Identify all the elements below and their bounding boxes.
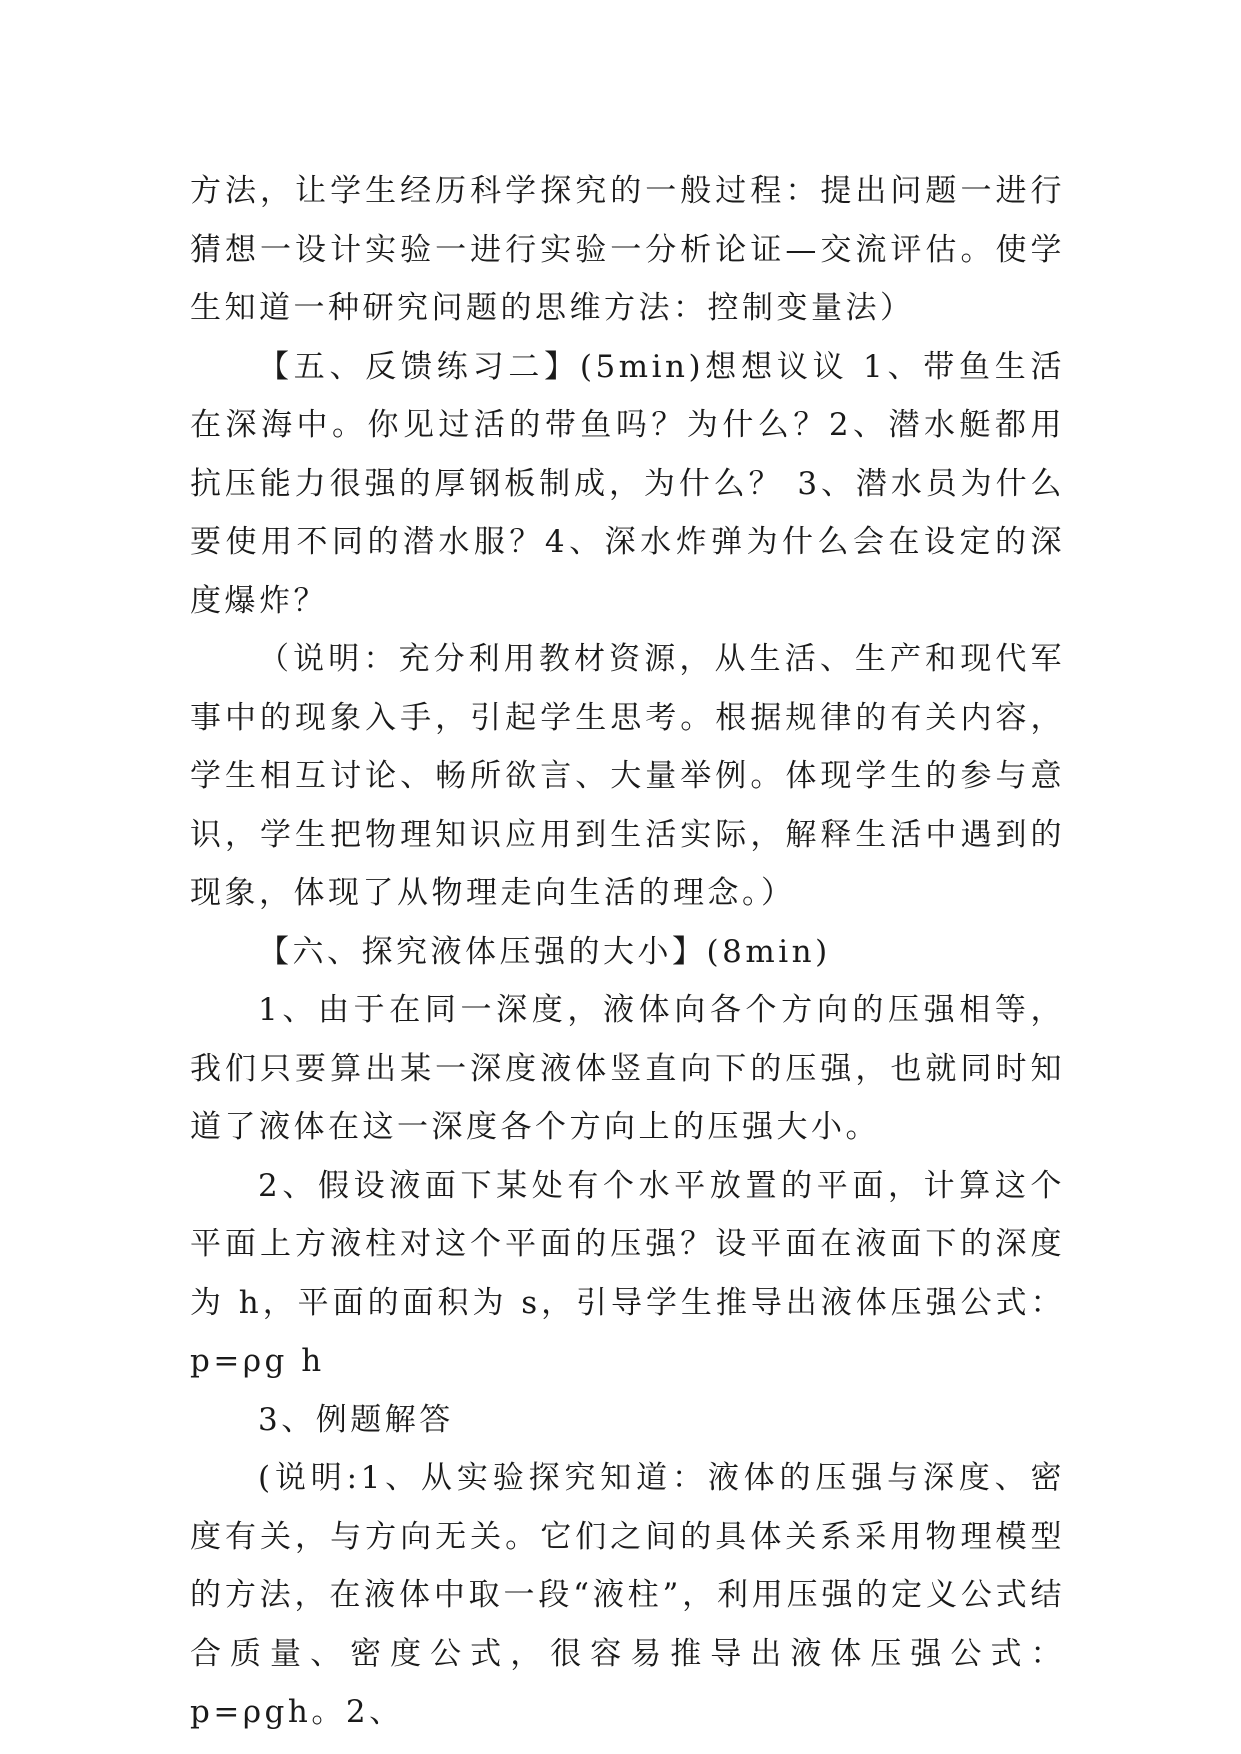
paragraph-method-summary: 方法，让学生经历科学探究的一般过程：提出问题一进行猜想一设计实验一进行实验一分析论证—交流评估。使学生知道一种研究问题的思维方法：控制变量法）	[190, 173, 1065, 326]
body-text	[190, 162, 1065, 1742]
paragraph-note-experiment: (说明:1、从实验探究知道：液体的压强与深度、密度有关，与方向无关。它们之间的具体关系采用物理模型的方法，在液体中取一段“液柱”，利用压强的定义公式结合质量、密度公式，很容易推导出液体压强公式：p=ρgh。2、	[190, 1460, 1065, 1730]
paragraph-note-textbook-resources: （说明：充分利用教材资源，从生活、生产和现代军事中的现象入手，引起学生思考。根据规律的有关内容，学生相互讨论、畅所欲言、大量举例。体现学生的参与意识，学生把物理知识应用到生活实际，解释生活中遇到的现象，体现了从物理走向生活的理念。）	[190, 641, 1065, 911]
paragraph-feedback-exercise-two: 【五、反馈练习二】(5min)想想议议 1、带鱼生活在深海中。你见过活的带鱼吗？为什么？2、潜水艇都用抗压能力很强的厚钢板制成，为什么？ 3、潜水员为什么要使用不同的潜水服？4、深水炸弹为什么会在设定的深度爆炸？	[190, 348, 1065, 619]
paragraph-step-one: 1、由于在同一深度，液体向各个方向的压强相等，我们只要算出某一深度液体竖直向下的压强，也就同时知道了液体在这一深度各个方向上的压强大小。	[190, 992, 1065, 1145]
paragraph-step-two: 2、假设液面下某处有个水平放置的平面，计算这个平面上方液柱对这个平面的压强？设平面在液面下的深度为 h，平面的面积为 s，引导学生推导出液体压强公式：p=ρg h	[190, 1167, 1065, 1379]
paragraph-step-three: 3、例题解答	[258, 1401, 454, 1438]
section-heading-liquid-pressure: 【六、探究液体压强的大小】(8min)	[258, 933, 831, 970]
